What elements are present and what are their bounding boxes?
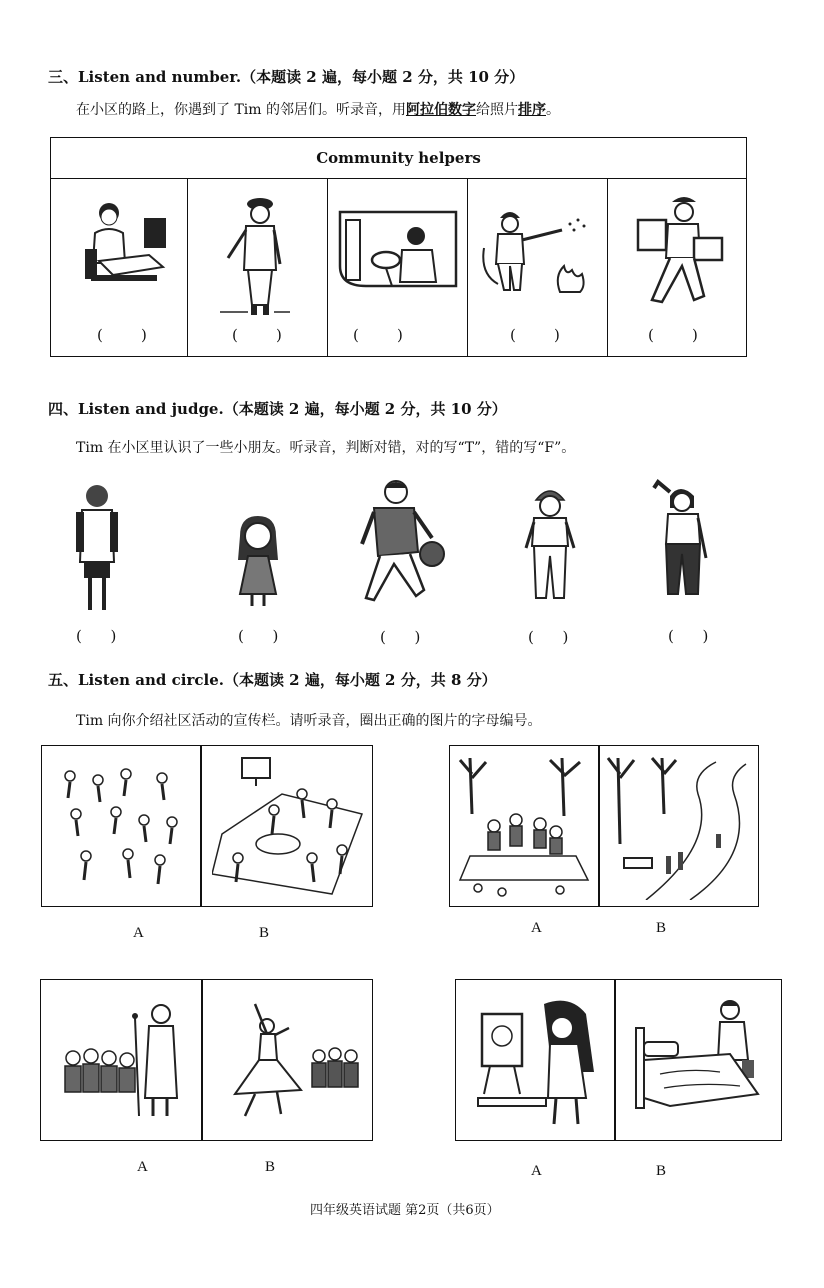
answer-blank[interactable]: ( ) [97, 326, 147, 344]
answer-blank[interactable]: ( ) [232, 326, 282, 344]
circle-pair-3 [40, 979, 373, 1141]
girl-dress-icon [230, 514, 286, 610]
bus-driver-icon [336, 206, 464, 302]
community-helpers-table [50, 137, 747, 357]
boy-backpack-icon [70, 482, 124, 616]
circle-pair-2 [449, 745, 759, 907]
helper-cell-4 [468, 178, 608, 356]
pair2-option-a[interactable]: A [531, 920, 542, 936]
judge-blank-1[interactable]: ( ) [76, 627, 117, 645]
section3-instruction: 在小区的路上，你遇到了 Tim 的邻居们。听录音，用阿拉伯数字给照片排序。 [76, 102, 560, 118]
office-worker-icon [79, 193, 169, 293]
kids-running-icon [56, 764, 186, 890]
dancing-icon [215, 998, 365, 1124]
pair4-option-a[interactable]: A [531, 1163, 542, 1179]
child-hat-icon [520, 484, 580, 604]
section5-heading: 五、Listen and circle.（本题读 2 遍，每小题 2 分，共 8 分） [48, 671, 497, 689]
circle-pair-4 [455, 979, 782, 1141]
pair3-option-b[interactable]: B [265, 1159, 276, 1175]
judge-blank-2[interactable]: ( ) [238, 627, 279, 645]
helper-cell-1 [51, 178, 188, 356]
helper-cell-2 [188, 178, 328, 356]
pair3-option-a[interactable]: A [137, 1159, 148, 1175]
table-title: Community helpers [51, 138, 746, 179]
pair1-option-b[interactable]: B [259, 925, 270, 941]
helper-cell-5 [608, 178, 746, 356]
girl-waving-icon [650, 478, 714, 602]
pair4-option-b[interactable]: B [656, 1163, 667, 1179]
delivery-worker-icon [632, 192, 728, 312]
park-path-icon [606, 754, 754, 900]
firefighter-icon [482, 204, 594, 300]
pair2-option-b[interactable]: B [656, 920, 667, 936]
judge-blank-3[interactable]: ( ) [380, 628, 421, 646]
section3-heading: 三、Listen and number.（本题读 2 遍，每小题 2 分，共 10 分） [48, 68, 525, 86]
singing-icon [59, 998, 189, 1124]
judge-blank-4[interactable]: ( ) [528, 628, 569, 646]
section5-instruction: Tim 向你介绍社区活动的宣传栏。请听录音，圈出正确的图片的字母编号。 [76, 713, 542, 729]
basketball-player-icon [352, 478, 452, 612]
judge-blank-5[interactable]: ( ) [668, 627, 709, 645]
section4-heading: 四、Listen and judge.（本题读 2 遍，每小题 2 分，共 10 分） [48, 400, 507, 418]
circle-pair-1 [41, 745, 373, 907]
answer-blank[interactable]: ( ) [648, 326, 698, 344]
picnic-icon [456, 754, 592, 900]
painting-icon [476, 994, 608, 1130]
helper-cell-3 [328, 178, 468, 356]
answer-blank[interactable]: ( ) [510, 326, 560, 344]
making-bed-icon [630, 998, 776, 1126]
basketball-court-icon [212, 754, 364, 900]
section4-instruction: Tim 在小区里认识了一些小朋友。听录音，判断对错，对的写“T”，错的写“F”。 [76, 440, 576, 456]
answer-blank[interactable]: ( ) [353, 326, 403, 344]
police-officer-icon [218, 190, 298, 320]
pair1-option-a[interactable]: A [133, 925, 144, 941]
page-footer: 四年级英语试题 第2页（共6页） [310, 1203, 500, 1218]
